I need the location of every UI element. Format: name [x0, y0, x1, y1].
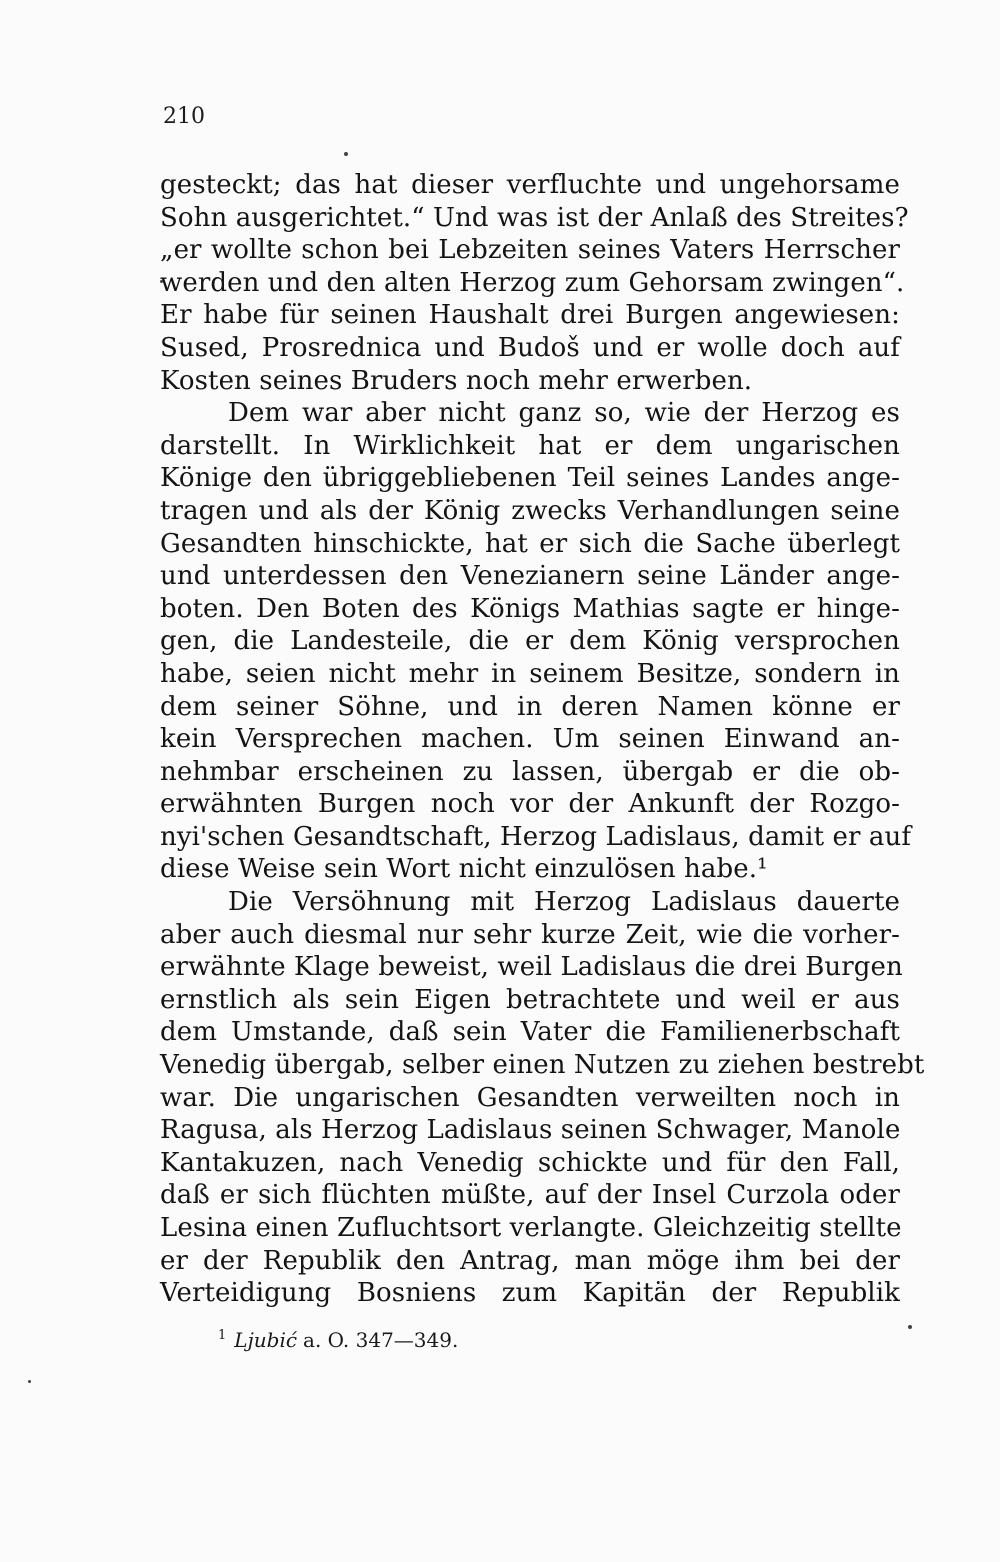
footnote-author: Ljubić: [234, 1328, 298, 1352]
page-number: 210: [163, 104, 205, 129]
text-line: Venedig übergab, selber einen Nutzen zu ziehen bestrebt: [160, 1050, 925, 1081]
text-line: Lesina einen Zufluchtsort verlangte. Gleichzeitig stellte: [160, 1213, 902, 1243]
text-line: kein Versprechen machen. Um seinen Einwand an-: [160, 724, 900, 755]
text-line: habe, seien nicht mehr in seinem Besitze, sondern in: [160, 658, 900, 689]
text-line: Dem war aber nicht ganz so, wie der Herzog es: [228, 398, 900, 429]
text-line: ernstlich als sein Eigen betrachtete und weil er aus: [160, 984, 900, 1015]
text-line: daß er sich flüchten müßte, auf der Insel Curzola oder: [160, 1180, 900, 1211]
main-text: [160, 169, 925, 1310]
footnote: [218, 1328, 458, 1352]
ink-speck: [28, 1380, 31, 1383]
text-line: Kosten seines Bruders noch mehr erwerben.: [160, 365, 753, 396]
text-line: Verteidigung Bosniens zum Kapitän der Republik: [160, 1278, 900, 1309]
text-line: war. Die ungarischen Gesandten verweilten noch in: [160, 1082, 900, 1113]
text-line: diese Weise sein Wort nicht einzulösen habe.¹: [160, 854, 768, 885]
text-line: nyi'schen Gesandtschaft, Herzog Ladislaus, damit er auf: [160, 821, 912, 852]
text-line: er der Republik den Antrag, man möge ihm bei der: [160, 1245, 900, 1276]
text-line: gen, die Landesteile, die er dem König versprochen: [160, 626, 900, 657]
text-line: werden und den alten Herzog zum Gehorsam zwingen“.: [160, 267, 905, 298]
text-line: gesteckt; das hat dieser verfluchte und ungehorsame: [160, 170, 900, 200]
text-line: darstellt. In Wirklichkeit hat er dem ungarischen: [160, 430, 900, 461]
text-line: Er habe für seinen Haushalt drei Burgen angewiesen:: [160, 300, 900, 331]
text-line: aber auch diesmal nur sehr kurze Zeit, wie die vorher-: [160, 919, 900, 950]
ink-speck: [344, 152, 348, 156]
text-line: erwähnte Klage beweist, weil Ladislaus die drei Burgen: [160, 952, 903, 983]
text-line: erwähnten Burgen noch vor der Ankunft der Rozgo-: [160, 789, 900, 820]
text-line: Gesandten hinschickte, hat er sich die Sache überlegt: [160, 528, 900, 559]
text-line: „er wollte schon bei Lebzeiten seines Vaters Herrscher: [160, 235, 900, 266]
ink-speck: [908, 1325, 912, 1329]
footnote-reference: a. O. 347—349.: [303, 1328, 459, 1352]
text-line: boten. Den Boten des Königs Mathias sagte er hinge-: [160, 593, 900, 624]
text-line: nehmbar erscheinen zu lassen, übergab er die ob-: [160, 756, 900, 787]
text-line: Ragusa, als Herzog Ladislaus seinen Schwager, Manole: [160, 1115, 901, 1146]
text-line: Kantakuzen, nach Venedig schickte und für den Fall,: [160, 1147, 900, 1178]
text-line: dem Umstande, daß sein Vater die Familienerbschaft: [160, 1017, 900, 1048]
text-line: tragen und als der König zwecks Verhandlungen seine: [160, 495, 900, 526]
text-line: Sused, Prosrednica und Budoš und er wolle doch auf: [160, 332, 900, 363]
text-line: dem seiner Söhne, und in deren Namen könne er: [160, 691, 900, 722]
text-line: Könige den übriggebliebenen Teil seines Landes ange-: [160, 463, 900, 494]
footnote-marker: 1: [218, 1328, 227, 1344]
text-line: und unterdessen den Venezianern seine Länder ange-: [160, 561, 900, 592]
text-line: Die Versöhnung mit Herzog Ladislaus dauerte: [228, 887, 900, 918]
text-line: Sohn ausgerichtet.“ Und was ist der Anlaß des Streites?: [160, 202, 909, 233]
